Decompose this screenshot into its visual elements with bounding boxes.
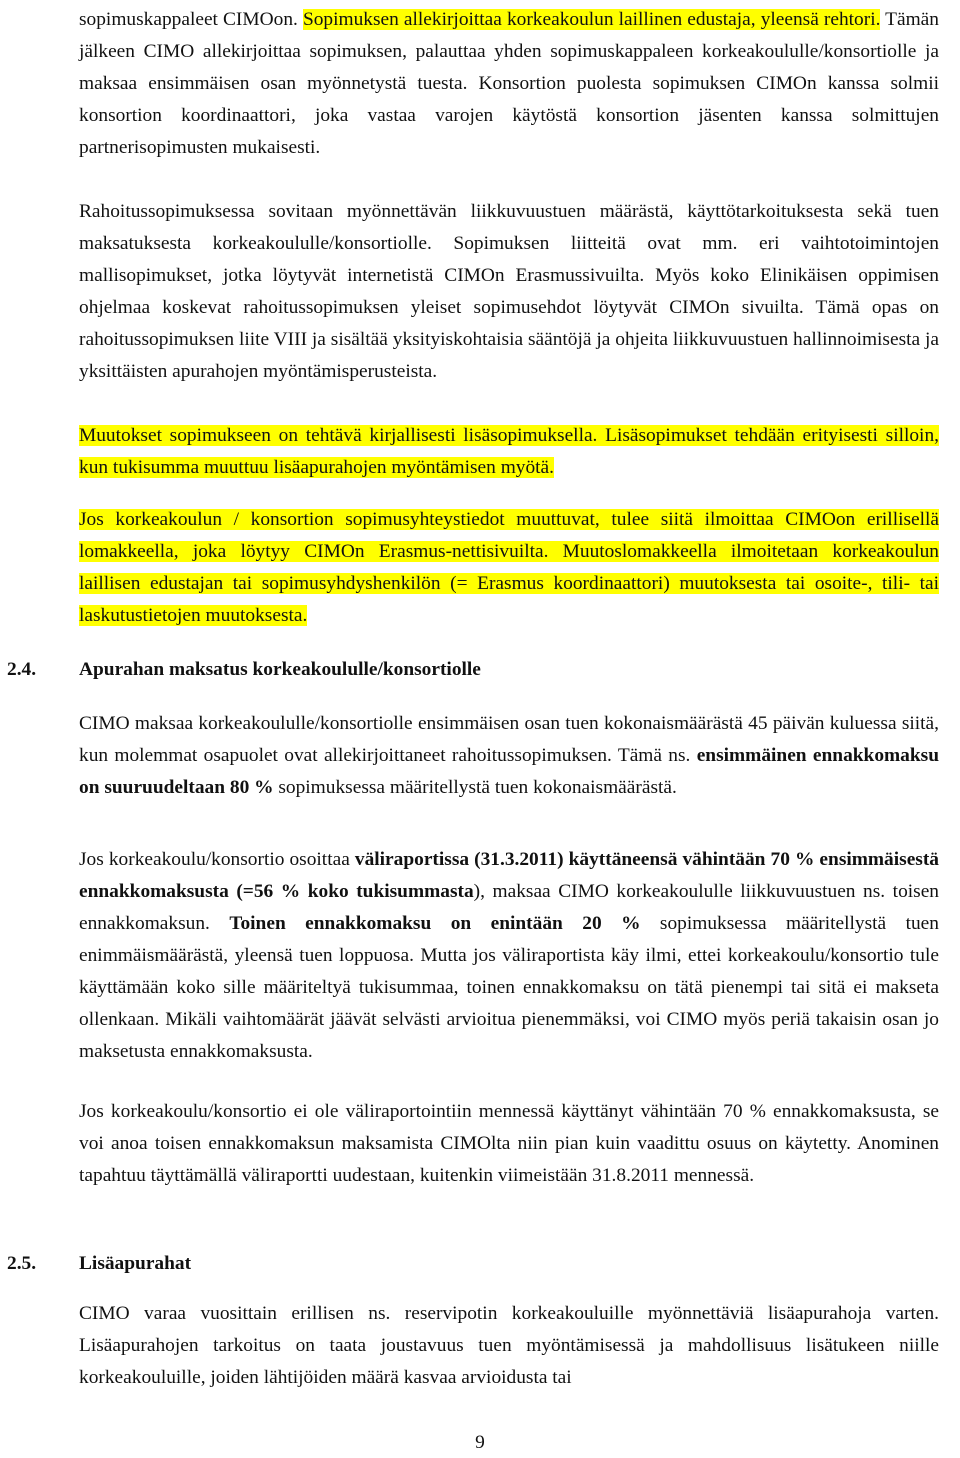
paragraph-3 [79, 420, 939, 484]
p1-text-c: Tämän jälkeen CIMO allekirjoittaa sopimuksen, palauttaa yhden sopimuskappaleen korkeakoululle/konsortiolle ja maksaa ensimmäisen osan myönnetystä tuesta. Konsortion puolesta sopimuksen CIMOn kanssa solmii konsortion koordinaattori, joka vastaa varojen käytöstä konsortion jäsenten kanssa solmittujen partnerisopimusten mukaisesti. [79, 9, 939, 158]
p6-bold-2: Toinen ennakkomaksu on enintään 20 % [229, 913, 641, 934]
p3-highlight: Muutokset sopimukseen on tehtävä kirjallisesti lisäsopimuksella. Lisäsopimukset tehdään erityisesti silloin, kun tukisumma muuttuu lisäapurahojen myöntämisen myötä. [79, 425, 939, 478]
section-number: 2.5. [7, 1253, 37, 1274]
p6-bold-1: väliraportissa (31.3.2011) käyttäneensä vähintään 70 % ensimmäisestä ennakkomaksusta (=56 % koko tukisummasta [79, 849, 939, 902]
p1-text-a: sopimuskappaleet CIMOon. [79, 9, 303, 30]
p2-text: Rahoitussopimuksessa sovitaan myönnettävän liikkuvuustuen määrästä, käyttötarkoituksesta sekä tuen maksatuksesta korkeakoululle/konsortiolle. Sopimuksen liitteitä ovat mm. eri vaihtotoimintojen mallisopimukset, jotka löytyvät internetistä CIMOn Erasmussivuilta. Myös koko Elinikäisen oppimisen ohjelmaa koskevat rahoitussopimuksen yleiset sopimusehdot löytyvät CIMOn sivuilta. Tämä opas on rahoitussopimuksen liite VIII ja sisältää yksityiskohtaisia sääntöjä ja ohjeita liikkuvuustuen hallinnoimisesta ja yksittäisten apurahojen myöntämisperusteista. [79, 201, 939, 382]
p5-bold: ensimmäinen ennakkomaksu on suuruudeltaan 80 % [79, 745, 939, 798]
section-number: 2.4. [7, 659, 37, 680]
p8-text: CIMO varaa vuosittain erillisen ns. reservipotin korkeakouluille myönnettäviä lisäapurahoja varten. Lisäapurahojen tarkoitus on taata joustavuus tuen myöntämisessä ja mahdollisuus lisätukeen niille korkeakouluille, joiden lähtijöiden määrä kasvaa arvioidusta tai [79, 1303, 939, 1388]
p6-text-e: sopimuksessa määritellystä tuen enimmäismäärästä, yleensä tuen loppuosa. Mutta jos väliraportista käy ilmi, ettei korkeakoulu/konsortio tule käyttämään koko sille määriteltyä tukisummaa, toinen ennakkomaksu on tätä pienempi tai sitä ei makseta ollenkaan. Mikäli vaihtomäärät jäävät selvästi arvioitua pienemmäksi, voi CIMO myös periä takaisin osan jo maksetusta ennakkomaksusta. [79, 913, 939, 1062]
section-title: Apurahan maksatus korkeakoululle/konsortiolle [79, 659, 481, 680]
paragraph-8 [79, 1298, 939, 1394]
paragraph-1 [79, 4, 939, 164]
page-number: 9 [475, 1432, 485, 1453]
paragraph-2 [79, 196, 939, 388]
p6-text-c: ), maksaa CIMO korkeakoululle liikkuvuustuen ns. toisen ennakkomaksun. [79, 881, 940, 934]
paragraph-4 [79, 504, 939, 632]
p7-text: Jos korkeakoulu/konsortio ei ole väliraportointiin mennessä käyttänyt vähintään 70 % ennakkomaksusta, se voi anoa toisen ennakkomaksun maksamista CIMOlta niin pian kuin vaadittu osuus on käytetty. Anominen tapahtuu täyttämällä väliraportti uudestaan, kuitenkin viimeistään 31.8.2011 mennessä. [79, 1101, 939, 1186]
paragraph-7 [79, 1096, 939, 1192]
section-title: Lisäapurahat [79, 1253, 192, 1274]
paragraph-5 [79, 708, 939, 804]
p5-text-c: sopimuksessa määritellystä tuen kokonaismäärästä. [273, 777, 677, 798]
p6-text-a: Jos korkeakoulu/konsortio osoittaa [79, 849, 355, 870]
paragraph-6 [79, 844, 939, 1068]
p4-highlight: Jos korkeakoulun / konsortion sopimusyhteystiedot muuttuvat, tulee siitä ilmoittaa CIMOon erillisellä lomakkeella, joka löytyy CIMOn Erasmus-nettisivuilta. Muutoslomakkeella ilmoitetaan korkeakoulun laillisen edustajan tai sopimusyhdyshenkilön (= Erasmus koordinaattori) muutoksesta tai osoite-, tili- tai laskutustietojen muutoksesta. [79, 509, 939, 626]
p5-text-a: CIMO maksaa korkeakoululle/konsortiolle ensimmäisen osan tuen kokonaismäärästä 45 päivän kuluessa siitä, kun molemmat osapuolet ovat allekirjoittaneet rahoitussopimuksen. Tämä ns. [79, 713, 939, 766]
p1-highlight: Sopimuksen allekirjoittaa korkeakoulun laillinen edustaja, yleensä rehtori. [302, 9, 881, 30]
